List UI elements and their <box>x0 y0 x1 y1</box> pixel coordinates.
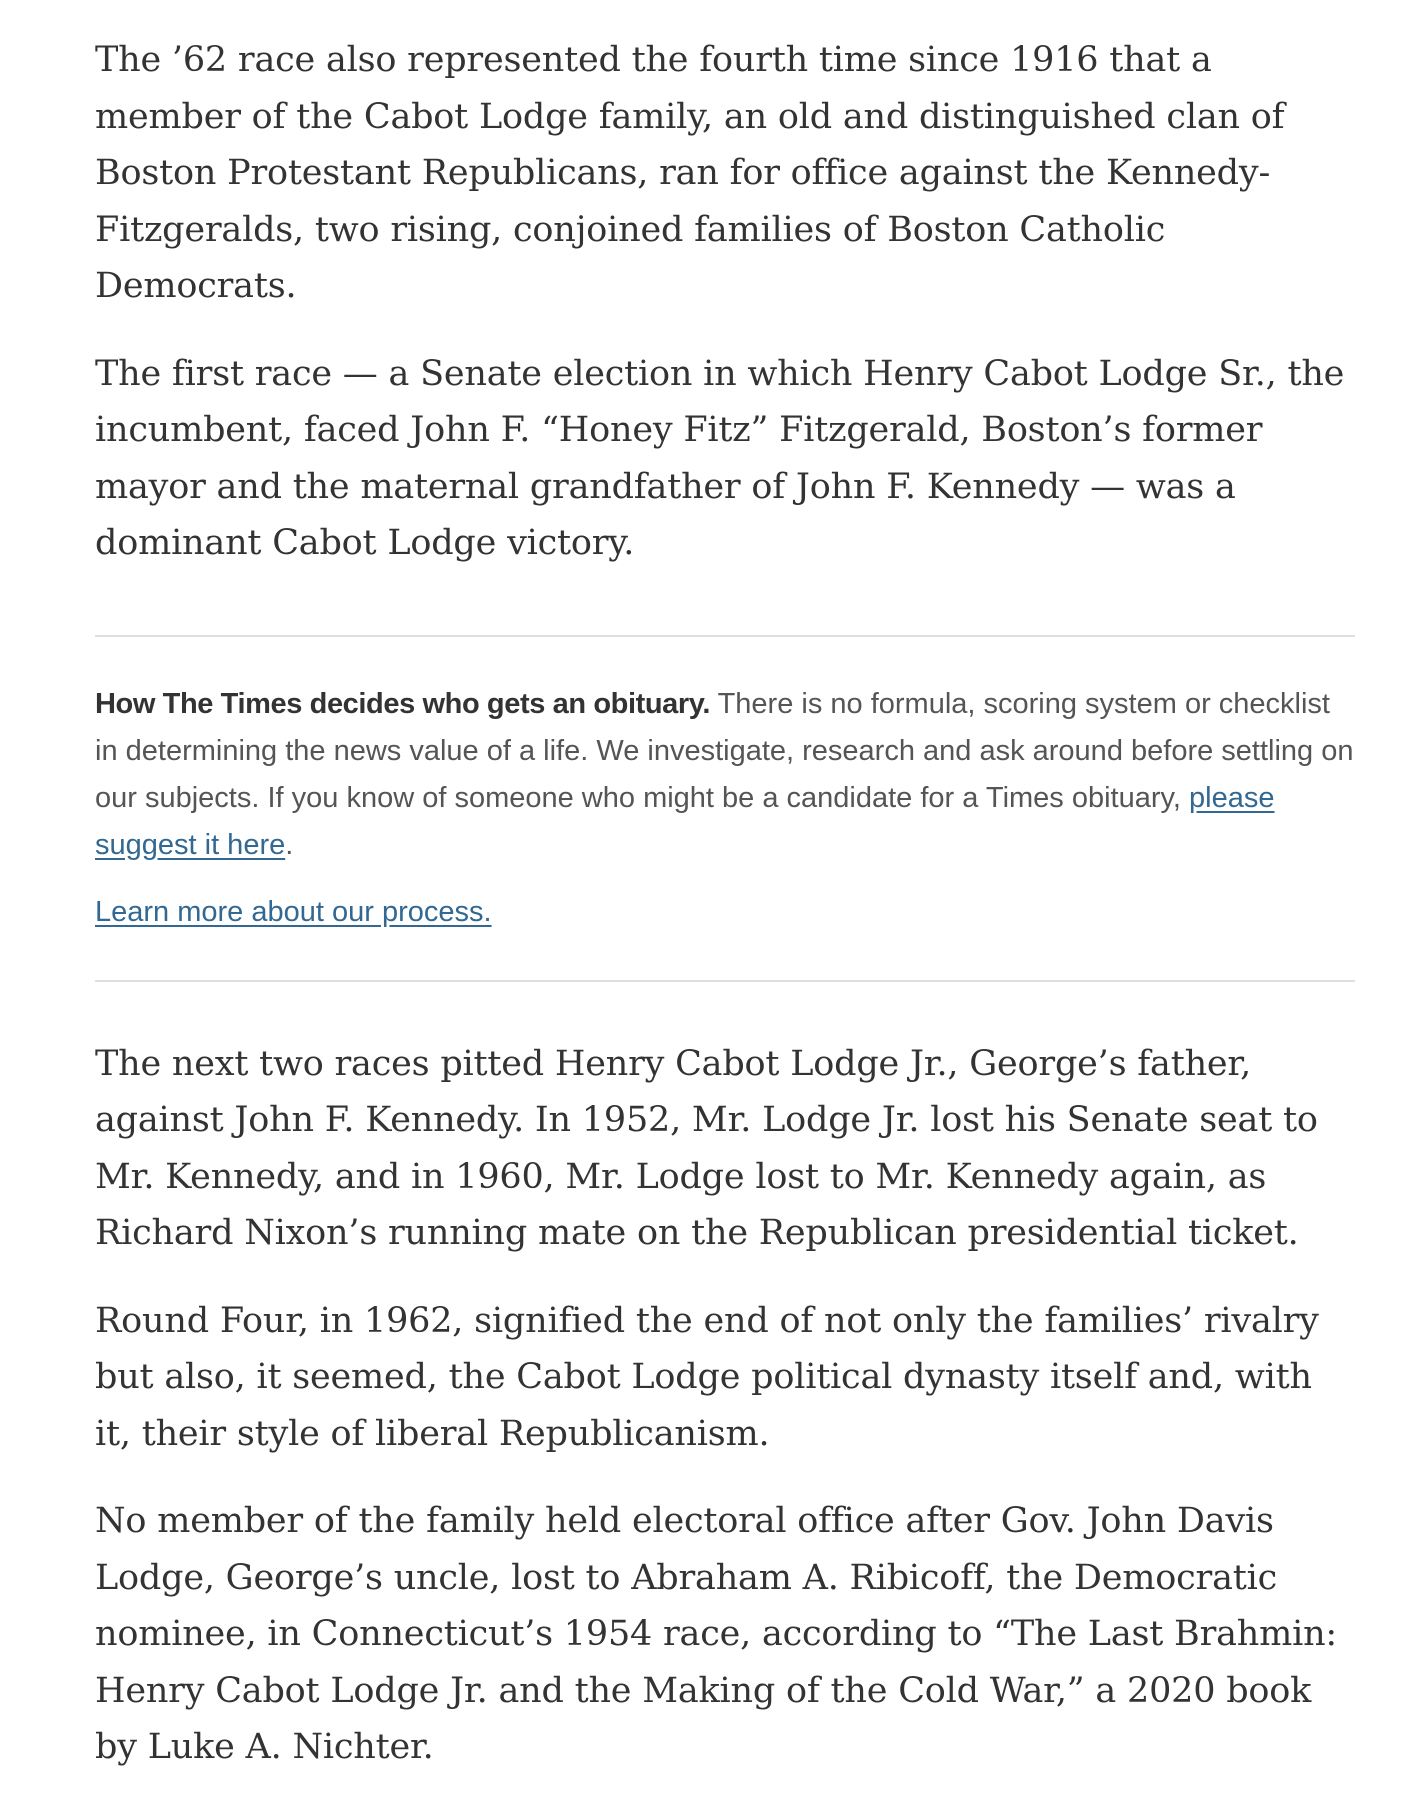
learn-more-process-link[interactable]: Learn more about our process. <box>95 895 492 928</box>
obituary-notice-text <box>95 681 1355 869</box>
article-paragraph: The first race — a Senate election in which Henry Cabot Lodge Sr., the incumbent, faced John F. “Honey Fitz” Fitzgerald, Boston’s former mayor and the maternal grandfather of John F. Kennedy — was a dominant Cabot Lodge victory. <box>95 353 1345 563</box>
obituary-notice-body: There is no formula, scoring system or checklist in determining the news value of a life. We investigate, research and ask around before settling on our subjects. If you know of someone who might be a candidate for a Times obituary, <box>95 687 1354 814</box>
article-paragraph: No member of the family held electoral office after Gov. John Davis Lodge, George’s uncle, lost to Abraham A. Ribicoff, the Democratic nominee, in Connecticut’s 1954 race, according to “The Last Brahmin: Henry Cabot Lodge Jr. and the Making of the Cold War,” a 2020 book by Luke A. Nichter. <box>95 1501 1338 1767</box>
article-continued <box>95 1036 1355 1776</box>
obituary-notice <box>95 637 1355 980</box>
article-paragraph: Round Four, in 1962, signified the end of not only the families’ rivalry but also, it seemed, the Cabot Lodge political dynasty itself and, with it, their style of liberal Republicanism. <box>95 1300 1319 1454</box>
article-paragraph: The ’62 race also represented the fourth time since 1916 that a member of the Cabot Lodge family, an old and distinguished clan of Boston Protestant Republicans, ran for office against the Kennedy-Fitzgeralds, two rising, conjoined families of Boston Catholic Democrats. <box>95 40 1285 306</box>
suggest-obituary-link[interactable]: please suggest it here <box>95 781 1275 861</box>
section-divider-bottom <box>95 980 1355 982</box>
article-body <box>95 32 1355 1807</box>
obituary-notice-heading: How The Times decides who gets an obituary. <box>95 687 711 720</box>
obituary-notice-suffix: . <box>285 828 294 861</box>
article-paragraph: The next two races pitted Henry Cabot Lodge Jr., George’s father, against John F. Kennedy. In 1952, Mr. Lodge Jr. lost his Senate seat to Mr. Kennedy, and in 1960, Mr. Lodge lost to Mr. Kennedy again, as Richard Nixon’s running mate on the Republican presidential ticket. <box>95 1043 1318 1253</box>
